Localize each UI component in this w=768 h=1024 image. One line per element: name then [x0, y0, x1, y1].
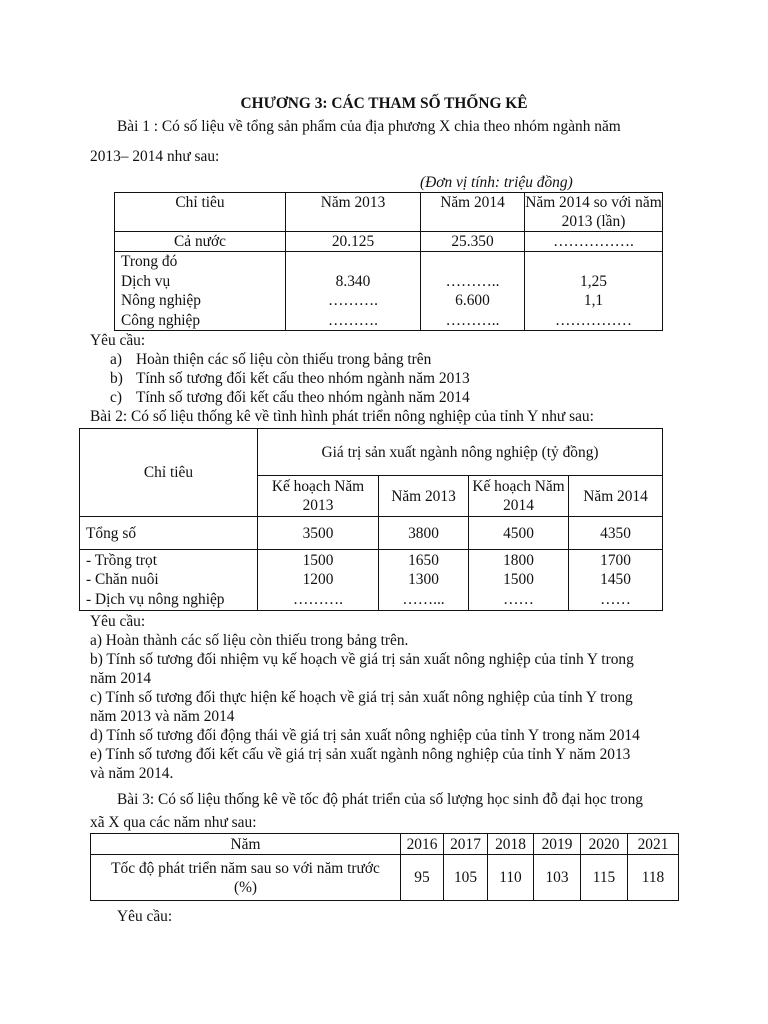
- bai3-rate: 115: [581, 855, 628, 901]
- bai1-total-label: Cả nước: [115, 232, 286, 252]
- bai3-intro-line1: Bài 3: Có số liệu thống kê về tốc độ phát triển của số lượng học sinh đỗ đại học trong: [117, 791, 643, 808]
- bai1-table: [114, 192, 663, 331]
- bai2-detail-col: [258, 550, 379, 611]
- list-text: Hoàn thiện các số liệu còn thiếu trong bảng trên: [136, 351, 432, 368]
- bai2-subheader: Kế hoạch Năm 2013: [258, 476, 379, 517]
- bai1-group-row: [115, 252, 663, 331]
- bai3-table: [90, 833, 679, 901]
- bai1-intro-line1: Bài 1 : Có số liệu về tổng sản phẩm của địa phương X chia theo nhóm ngành năm: [117, 118, 621, 135]
- bai1-cell: ……….: [327, 292, 379, 309]
- bai3-rate: 118: [628, 855, 679, 901]
- bai2-cell: 1700: [600, 551, 631, 569]
- bai2-req-line: năm 2014: [90, 670, 152, 687]
- bai2-cell: 1450: [600, 571, 631, 589]
- bai1-group-labels: [115, 252, 286, 331]
- bai1-cell: ……….: [327, 311, 379, 329]
- bai1-total-2014: 25.350: [421, 232, 525, 252]
- bai2-cell: 1200: [302, 571, 334, 589]
- bai3-year: 2018: [488, 834, 534, 855]
- bai1-cell: 1,1: [583, 292, 604, 309]
- bai1-group-label: Công nghiệp: [121, 311, 201, 329]
- list-text: Tính số tương đối kết cấu theo nhóm ngành năm 2014: [136, 389, 470, 406]
- bai2-subheader: Năm 2014: [569, 476, 663, 517]
- bai2-total-row: [80, 517, 663, 550]
- bai1-header-2014: Năm 2014: [421, 193, 525, 232]
- bai2-cell: 1500: [302, 551, 334, 569]
- bai3-rate-label: Tốc độ phát triển năm sau so với năm trước (%): [91, 855, 401, 901]
- bai1-cell: [525, 252, 662, 272]
- bai1-group-label: Dịch vụ: [121, 272, 171, 290]
- bai2-intro: Bài 2: Có số liệu thống kê về tình hình phát triển nông nghiệp của tỉnh Y như sau:: [90, 408, 594, 425]
- bai3-year-row: [91, 834, 679, 855]
- bai2-cell: ……...: [402, 590, 445, 608]
- bai2-cell: 3800: [379, 517, 469, 550]
- bai1-group-label: Nông nghiệp: [121, 292, 201, 309]
- bai1-cell: 8.340: [335, 272, 371, 290]
- bai2-subheader: Năm 2013: [379, 476, 469, 517]
- bai2-cell: 4500: [469, 517, 569, 550]
- bai2-detail-label: - Chăn nuôi: [86, 571, 159, 589]
- bai1-req-list: [110, 350, 470, 407]
- bai1-header-ratio: Năm 2014 so với năm 2013 (lần): [525, 194, 662, 230]
- bai3-year: 2021: [628, 834, 679, 855]
- bai2-detail-col: [569, 550, 663, 611]
- bai1-group-ratio: [525, 252, 663, 331]
- bai1-cell: 1,25: [580, 272, 607, 290]
- bai2-header-row: [80, 429, 663, 476]
- bai3-year: 2019: [534, 834, 581, 855]
- bai2-group-header: Giá trị sản xuất ngành nông nghiệp (tỷ đồng): [258, 429, 663, 476]
- bai2-subheader: Kế hoạch Năm 2014: [469, 476, 569, 517]
- bai1-req-item: [110, 369, 470, 388]
- bai2-cell: ……: [503, 590, 534, 608]
- bai1-intro-line2: 2013– 2014 như sau:: [90, 148, 220, 165]
- bai2-req-line: năm 2013 và năm 2014: [90, 708, 235, 725]
- bai3-rate: 103: [534, 855, 581, 901]
- bai1-cell: ……………: [555, 311, 632, 329]
- bai2-req-line: e) Tính số tương đối kết cấu về giá trị sản xuất ngành nông nghiệp của tỉnh Y năm 2013: [90, 746, 631, 763]
- bai1-total-ratio: …………….: [525, 232, 663, 252]
- bai1-cell: 6.600: [455, 292, 490, 309]
- bai2-cell: 1650: [408, 551, 439, 569]
- bai1-total-row: [115, 232, 663, 252]
- chapter-title: CHƯƠNG 3: CÁC THAM SỐ THỐNG KÊ: [240, 95, 528, 112]
- bai2-cell: 4350: [569, 517, 663, 550]
- bai1-cell: [286, 252, 420, 272]
- bai2-cell: 1300: [408, 571, 439, 589]
- bai3-year: 2020: [581, 834, 628, 855]
- bai2-detail-label: - Trồng trọt: [86, 551, 157, 569]
- bai2-total-label: Tổng số: [80, 517, 258, 550]
- bai1-unit-note: (Đơn vị tính: triệu đồng): [420, 174, 573, 191]
- bai3-rate: 95: [401, 855, 444, 901]
- bai3-req-label: Yêu cầu:: [117, 908, 173, 925]
- bai2-req-label: Yêu cầu:: [90, 613, 146, 630]
- bai1-header-row: [115, 193, 663, 232]
- bai1-req-label: Yêu cầu:: [90, 332, 146, 349]
- bai1-req-item: [110, 388, 470, 407]
- bai3-rate: 105: [444, 855, 488, 901]
- bai2-detail-label: - Dịch vụ nông nghiệp: [86, 590, 225, 608]
- bai2-detail-row: [80, 550, 663, 611]
- bai2-req-line: b) Tính số tương đối nhiệm vụ kế hoạch về giá trị sản xuất nông nghiệp của tỉnh Y trong: [90, 651, 634, 668]
- bai3-rate-row: [91, 855, 679, 901]
- list-marker: c): [110, 389, 122, 406]
- bai3-year-label: Năm: [91, 834, 401, 855]
- bai2-req-list: [90, 631, 640, 783]
- bai2-detail-col: [379, 550, 469, 611]
- bai1-req-item: [110, 350, 470, 369]
- bai2-header-chitieu: Chỉ tiêu: [80, 429, 258, 517]
- bai3-year: 2016: [401, 834, 444, 855]
- bai2-req-line: c) Tính số tương đối thực hiện kế hoạch về giá trị sản xuất nông nghiệp của tỉnh Y trong: [90, 689, 633, 706]
- bai1-cell: ………..: [445, 311, 500, 329]
- list-text: Tính số tương đối kết cấu theo nhóm ngành năm 2013: [136, 370, 470, 387]
- bai2-detail-labels: [80, 550, 258, 611]
- bai1-total-2013: 20.125: [286, 232, 421, 252]
- bai2-req-line: d) Tính số tương đối động thái về giá trị sản xuất nông nghiệp của tỉnh Y trong năm 2014: [90, 727, 640, 744]
- bai3-rate: 110: [488, 855, 534, 901]
- bai2-req-line: và năm 2014.: [90, 765, 174, 782]
- bai1-header-2013: Năm 2013: [286, 193, 421, 232]
- bai1-group-2013: [286, 252, 421, 331]
- bai2-table: [79, 428, 663, 611]
- bai1-cell: [421, 252, 524, 272]
- list-marker: a): [110, 351, 122, 368]
- bai3-intro-line2: xã X qua các năm như sau:: [90, 814, 257, 831]
- bai2-detail-col: [469, 550, 569, 611]
- bai2-cell: 1500: [503, 571, 534, 589]
- bai2-cell: ……: [600, 590, 631, 608]
- bai2-cell: 3500: [258, 517, 379, 550]
- bai2-req-line: a) Hoàn thành các số liệu còn thiếu trong bảng trên.: [90, 632, 409, 649]
- bai1-group-label: Trong đó: [121, 253, 178, 270]
- bai1-group-2014: [421, 252, 525, 331]
- bai1-header-chitieu: Chỉ tiêu: [115, 193, 286, 232]
- bai2-cell: ……….: [292, 590, 344, 608]
- bai2-cell: 1800: [503, 551, 534, 569]
- bai1-cell: ………..: [445, 272, 500, 290]
- list-marker: b): [110, 370, 123, 387]
- bai3-year: 2017: [444, 834, 488, 855]
